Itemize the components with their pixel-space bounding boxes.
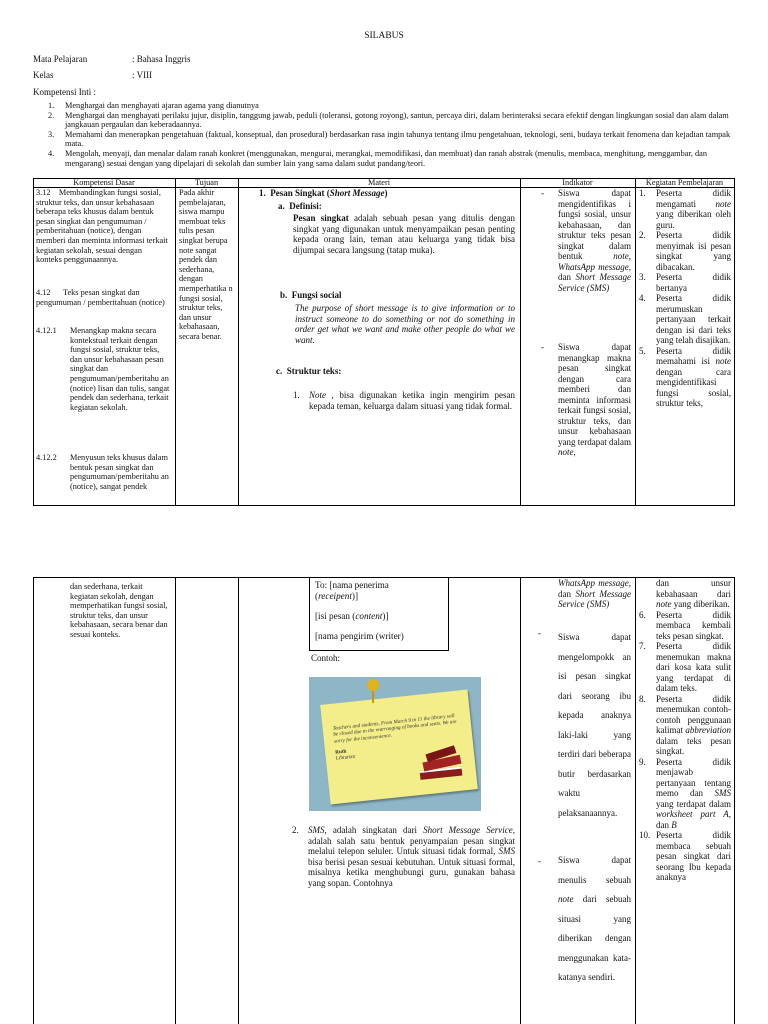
tujuan-text: Pada akhir pembelajaran, siswa mampu membuat teks tulis pesan singkat berupa note sangat pendek dan sederhana, dengan memperhatika n fungsi sosial, struktur teks, dan unsur kebahasaan, secara benar. <box>179 188 233 341</box>
table-border <box>238 577 239 1024</box>
meta-label-subject: Mata Pelajaran <box>33 54 88 64</box>
meta-value-class: : VIII <box>132 70 153 80</box>
indikator-2: Siswa dapat menangkap makna pesan singkat dengan cara memberi dan meminta informasi terkait fungsi sosial, struktur teks, dan unsur kebahasaan yang terdapat dalam note, <box>558 342 631 457</box>
ki-item: 3. Memahami dan menerapkan pengetahuan (faktual, konseptual, dan prosedural) berdasarkan rasa ingin tahunya tentang ilmu pengetahuan, teknologi, seni, budaya terkait fenomena dan kejadian tampak mata. <box>48 129 731 149</box>
table-border <box>33 178 34 506</box>
table-border <box>734 577 735 1024</box>
books-icon <box>413 740 469 785</box>
kd-4-12-1-text: Menangkap makna secara kontekstual terkait dengan fungsi sosial, struktur teks, dan unsur kebahasaan pesan singkat dan pengumuman/pemberitahu an (notice) lisan dan tulis, sangat pendek dan sederhana, terkait kegiatan sekolah. <box>70 326 170 412</box>
kd-continuation: dan sederhana, terkait kegiatan sekolah, dengan memperhatikan fungsi sosial, struktur teks, dan unsur kebahasaan, secara benar dan sesuai konteks. <box>70 582 168 639</box>
page-title: SILABUS <box>364 31 404 41</box>
sticky-note-image <box>309 677 481 811</box>
table-border <box>33 577 34 1024</box>
table-border <box>238 178 239 506</box>
kegiatan-item: 2. Peserta didik menyimak isi pesan singkat yang dibacakan. <box>639 230 731 272</box>
kd-3-12: 3.12 Membandingkan fungsi sosial, struktur teks, dan unsur kebahasaan beberapa teks khusus dalam bentuk pesan singkat dan pengumuman / pemberitahuan (notice), dengan memberi dan meminta informasi terkait kegiatan sekolah, sesuai dengan konteks penggunaannya. <box>36 188 168 265</box>
kegiatan-item-cont: dan unsur kebahasaan dari note yang diberikan. <box>656 578 731 609</box>
table-border <box>520 178 521 506</box>
kd-4-12-2-num: 4.12.2 <box>36 453 57 462</box>
pin-stem <box>372 689 374 703</box>
note-sign-role: Librarian <box>335 753 356 762</box>
note-format-box: To: [nama penerima (receipent)] [isi pesan (content)] [nama pengirim (writer) <box>309 577 449 651</box>
materi-fungsi-sosial: The purpose of short message is to give information or to instruct someone to do something or not do something in order get what we want and make other people do what we want. <box>295 303 515 345</box>
materi-b-label: b. Fungsi social <box>280 290 342 300</box>
ki-item: 4. Mengolah, menyaji, dan menalar dalam ranah konkret (menggunakan, mengurai, merangkai, memodifikasi, dan membuat) dan ranah abstrak (menulis, membaca, menghitung, menggambar, dan mengarang) sesuai dengan yang dipelajari di sekolah dan sumber lain yang sama dalam sudut pandang/teori. <box>48 148 708 168</box>
materi-c2-num: 2. <box>292 825 299 835</box>
note-paper <box>320 690 478 805</box>
note-text: Teachers and students, From March 9 to 11 the library will be closed due to the rearranging of books and seats. We are sorry for the inconvenience. <box>332 713 457 745</box>
kd-4-12: 4.12 Teks pesan singkat dan pengumuman / pemberitahuan (notice) <box>36 288 165 307</box>
kegiatan-list-p2 <box>639 578 731 883</box>
kegiatan-item: 7. Peserta didik menemukan makna dari kosa kata sulit yang terdapat di dalam teks. <box>639 641 731 693</box>
indikator-3: Siswa dapat mengelompokk an isi pesan singkat dari seorang ibu kepada anaknya laki-laki yang terdiri dari beberapa butir berdasarkan waktu pelaksanaannya. <box>558 632 631 818</box>
kegiatan-item: 9. Peserta didik menjawab pertanyaan tentang memo dan SMS yang terdapat dalam worksheet part A, dan B <box>639 756 731 830</box>
table-border <box>734 178 735 506</box>
header-kegiatan: Kegiatan Pembelajaran <box>645 178 724 187</box>
ki-list <box>48 101 738 168</box>
materi-c1-text: Note , bisa digunakan ketika ingin mengirim pesan kepada teman, keluarga dalam situasi yang tidak formal. <box>309 390 515 411</box>
table-border <box>175 178 176 506</box>
note-sign-name: Ruth <box>334 748 347 756</box>
contoh-label: Contoh: <box>311 653 341 663</box>
kegiatan-list-p1 <box>639 188 731 409</box>
header-materi: Materi <box>367 178 391 187</box>
ki-label: Kompetensi Inti : <box>33 87 96 97</box>
table-border <box>175 577 176 1024</box>
header-tujuan: Tujuan <box>194 178 219 187</box>
materi-c-label: c. Struktur teks: <box>276 366 342 376</box>
table-border <box>33 505 734 506</box>
materi-c1-num: 1. <box>293 390 300 400</box>
kegiatan-item: 8. Peserta didik menemukan contoh- contoh penggunaan kalimat abbreviation dalam teks pesan singkat. <box>639 693 731 756</box>
indikator-dash: - <box>541 342 544 352</box>
meta-value-subject: : Bahasa Inggris <box>132 54 191 64</box>
kegiatan-item: 10. Peserta didik membaca sebuah pesan singkat dari seorang Ibu kepada anaknya <box>639 830 731 882</box>
header-kompetensi-dasar: Kompetensi Dasar <box>73 178 135 187</box>
meta-label-class: Kelas <box>33 70 54 80</box>
kegiatan-item: 5. Peserta didik memahami isi note dengan cara mengidentifikasi fungsi sosial, struktur teks, <box>639 345 731 408</box>
header-indikator: Indikator <box>562 178 593 187</box>
table-border <box>520 577 521 1024</box>
materi-c2-text: SMS, adalah singkatan dari Short Message Service, adalah salah satu bentuk penyampaian pesan singkat melalui telepon seluler. Untuk situasi tidak formal, SMS bisa berisi pesan sesuai kebutuhan. Untuk situasi formal, misalnya ketika menghubungi guru, gunakan bahasa yang sopan. Contohnya <box>308 825 515 888</box>
materi-a-label: a. Definisi: <box>278 201 322 211</box>
ki-item: 1. Menghargai dan menghayati ajaran agama yang dianutnya <box>48 101 259 110</box>
kegiatan-item: 1. Peserta didik mengamati note yang diberikan oleh guru. <box>639 188 731 230</box>
ki-item: 2. Menghargai dan menghayati perilaku jujur, disiplin, tanggung jawab, peduli (toleransi, gotong royong), santun, percaya diri, dalam berinteraksi secara efektif dengan lingkungan sosial dan alam dalam jangkauan pergaulan dan keberadaannya. <box>48 110 729 130</box>
kd-4-12-1-num: 4.12.1 <box>36 326 57 335</box>
table-border <box>635 577 636 1024</box>
indikator-1: Siswa dapat mengidentifikas i fungsi sosial, unsur kebahasaan, dan struktur teks pesan singkat dalam bentuk note, WhatsApp message, dan Short Message Service (SMS) <box>558 188 631 293</box>
kd-4-12-2-text: Menyusun teks khusus dalam bentuk pesan singkat dan pengumuman/pemberitahu an (notice), sangat pendek <box>70 453 169 491</box>
table-border <box>635 178 636 506</box>
kegiatan-item: 6. Peserta didik membaca kembali teks pesan singkat. <box>639 609 731 641</box>
indikator-dash: - <box>538 856 541 866</box>
kegiatan-item: 4. Peserta didik merumuskan pertanyaan terkait dengan isi dari teks yang telah disajikan. <box>639 293 731 345</box>
indikator-dash: - <box>538 628 541 638</box>
materi-heading-1: 1. Pesan Singkat (Short Message) <box>259 188 388 198</box>
indikator-4: Siswa dapat menulis sebuah note dari sebuah situasi yang diberikan dengan menggunakan kata-katanya sendiri. <box>558 855 631 982</box>
materi-definisi: Pesan singkat adalah sebuah pesan yang ditulis dengan singkat yang digunakan untuk menyampaikan pesan penting kepada orang lain, teman atau keluarga yang tidak bisa dijumpai secara langsung (tatap muka). <box>293 213 515 255</box>
pushpin-icon <box>367 679 379 691</box>
kegiatan-item: 3. Peserta didik bertanya <box>639 272 731 293</box>
indikator-2-cont: WhatsApp message, dan Short Message Service (SMS) <box>558 578 631 609</box>
indikator-dash: - <box>541 188 544 198</box>
